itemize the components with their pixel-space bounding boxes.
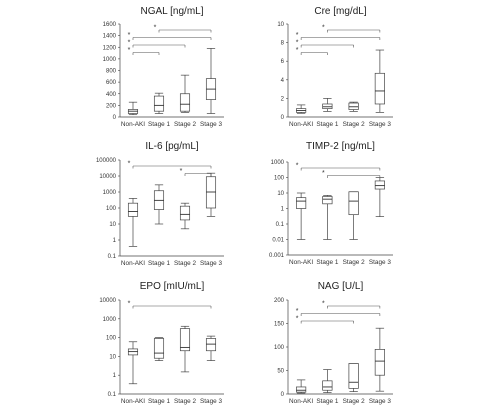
significance-marker: * — [153, 24, 157, 32]
y-tick-label: 0 — [280, 392, 284, 398]
y-tick-label: 10000 — [99, 298, 116, 304]
x-category-label: Stage 2 — [342, 121, 365, 128]
y-tick-label: 1 — [280, 206, 284, 213]
box-1 — [128, 102, 137, 114]
box-iqr — [154, 96, 163, 111]
significance-marker: * — [127, 39, 131, 47]
x-category-label: Stage 2 — [173, 121, 197, 128]
box-3 — [349, 192, 358, 240]
box-iqr — [206, 338, 215, 350]
significance-bracket — [296, 316, 354, 324]
x-category-label: Stage 3 — [199, 260, 223, 267]
box-1 — [296, 193, 305, 240]
box-iqr — [375, 349, 384, 375]
box-4 — [206, 336, 215, 360]
y-tick-label: 1 — [112, 373, 116, 380]
x-category-label: Stage 3 — [199, 121, 223, 128]
y-tick-label: 1400 — [102, 33, 116, 40]
significance-marker: * — [322, 170, 325, 177]
box-4 — [375, 178, 384, 217]
significance-marker: * — [127, 160, 131, 168]
y-tick-label: 1000 — [102, 190, 116, 196]
chart-panel-1 — [103, 6, 224, 128]
significance-bracket — [322, 170, 380, 178]
y-tick-label: 8 — [280, 40, 284, 47]
significance-marker: * — [295, 162, 299, 170]
box-iqr — [323, 381, 332, 390]
box-1 — [296, 105, 305, 113]
y-tick-label: 100000 — [95, 158, 116, 164]
y-tick-label: 100 — [105, 335, 116, 342]
box-3 — [180, 326, 189, 372]
chart-title: NAG [U/L] — [317, 281, 364, 292]
x-category-label: Stage 3 — [199, 398, 223, 405]
box-1 — [128, 342, 137, 384]
y-tick-label: 2 — [280, 96, 284, 103]
box-3 — [349, 102, 358, 111]
y-tick-label: 10 — [277, 22, 284, 28]
box-iqr — [349, 192, 358, 215]
significance-marker: * — [295, 308, 299, 315]
y-tick-label: 10 — [109, 222, 116, 228]
y-tick-label: 100 — [273, 345, 284, 351]
y-tick-label: 1 — [112, 238, 116, 244]
y-tick-label: 10 — [109, 354, 116, 361]
chart-title: TIMP-2 [ng/mL] — [306, 141, 375, 152]
x-category-label: Stage 3 — [368, 398, 391, 405]
box-2 — [154, 93, 163, 113]
box-iqr — [180, 94, 189, 111]
box-4 — [206, 173, 215, 216]
y-tick-label: 200 — [105, 103, 116, 110]
chart-title: Cre [mg/dL] — [314, 6, 367, 17]
y-tick-label: 1000 — [102, 56, 116, 63]
significance-marker: * — [179, 168, 183, 175]
chart-panel-3 — [96, 141, 224, 267]
significance-bracket — [128, 161, 211, 169]
box-2 — [323, 98, 332, 111]
y-tick-label: 0.1 — [107, 392, 116, 398]
box-iqr — [349, 103, 358, 110]
significance-marker: * — [127, 300, 131, 308]
y-tick-label: 0.001 — [268, 253, 284, 259]
x-category-label: Stage 1 — [316, 259, 339, 266]
significance-bracket — [128, 32, 211, 40]
box-4 — [375, 328, 384, 391]
x-category-label: Stage 3 — [368, 121, 391, 128]
box-3 — [180, 203, 189, 229]
significance-marker: * — [295, 39, 299, 47]
significance-bracket — [180, 168, 211, 176]
y-tick-label: 1000 — [102, 316, 116, 323]
box-2 — [323, 370, 332, 393]
y-tick-label: 1600 — [102, 22, 116, 28]
chart-title: EPO [mIU/mL] — [139, 281, 205, 292]
box-1 — [128, 198, 137, 246]
box-iqr — [154, 338, 163, 358]
box-iqr — [375, 73, 384, 104]
significance-bracket — [296, 163, 380, 171]
x-category-label: Stage 1 — [316, 398, 339, 405]
significance-marker: * — [295, 315, 299, 323]
y-tick-label: 0.01 — [272, 237, 284, 244]
significance-marker: * — [295, 47, 299, 54]
significance-marker: * — [322, 300, 325, 308]
box-3 — [180, 75, 189, 112]
y-tick-label: 10 — [277, 191, 284, 197]
y-tick-label: 0.1 — [107, 254, 116, 260]
box-iqr — [128, 203, 137, 216]
x-category-label: Stage 2 — [173, 260, 197, 267]
significance-bracket — [154, 25, 211, 33]
box-3 — [349, 363, 358, 391]
chart-title: NGAL [ng/mL] — [140, 6, 204, 17]
chart-panel-4 — [269, 141, 393, 266]
y-tick-label: 0 — [112, 115, 116, 121]
box-iqr — [323, 104, 332, 109]
y-tick-label: 10000 — [99, 174, 116, 180]
box-iqr — [349, 363, 358, 388]
box-4 — [206, 48, 215, 113]
y-tick-label: 100 — [273, 175, 284, 182]
x-category-label: Non-AKI — [289, 121, 314, 128]
significance-bracket — [296, 308, 380, 316]
x-category-label: Stage 1 — [147, 398, 171, 405]
significance-marker: * — [127, 32, 131, 39]
significance-marker: * — [127, 47, 131, 54]
y-tick-label: 50 — [277, 368, 284, 375]
significance-bracket — [296, 40, 354, 48]
x-category-label: Stage 1 — [147, 121, 171, 128]
x-category-label: Stage 1 — [316, 121, 339, 128]
y-tick-label: 0.1 — [275, 222, 284, 228]
x-category-label: Non-AKI — [120, 260, 146, 267]
x-category-label: Stage 1 — [147, 260, 171, 267]
y-tick-label: 600 — [105, 80, 116, 87]
box-2 — [154, 338, 163, 361]
y-tick-label: 200 — [273, 298, 284, 304]
chart-title: IL-6 [pg/mL] — [145, 141, 199, 152]
box-iqr — [180, 206, 189, 220]
x-category-label: Stage 3 — [368, 259, 391, 266]
significance-bracket — [128, 301, 211, 309]
y-tick-label: 100 — [105, 206, 116, 212]
x-category-label: Non-AKI — [289, 259, 314, 266]
significance-bracket — [296, 32, 380, 40]
y-tick-label: 4 — [280, 77, 284, 84]
y-tick-label: 0 — [280, 115, 284, 121]
y-tick-label: 6 — [280, 59, 284, 66]
y-tick-label: 400 — [105, 91, 116, 98]
significance-bracket — [322, 301, 380, 309]
y-tick-label: 150 — [273, 321, 284, 328]
significance-bracket — [128, 40, 185, 48]
significance-marker: * — [295, 32, 299, 39]
x-category-label: Non-AKI — [120, 398, 146, 405]
significance-bracket — [322, 25, 380, 33]
x-category-label: Non-AKI — [289, 398, 314, 405]
box-iqr — [323, 196, 332, 203]
y-tick-label: 800 — [105, 68, 116, 75]
x-category-label: Stage 2 — [342, 398, 365, 405]
y-tick-label: 1000 — [270, 160, 284, 166]
box-4 — [375, 50, 384, 112]
x-category-label: Stage 2 — [342, 259, 365, 266]
box-1 — [296, 380, 305, 393]
significance-marker: * — [322, 24, 325, 32]
box-2 — [323, 195, 332, 239]
chart-panel-6 — [274, 281, 393, 405]
y-tick-label: 1200 — [102, 45, 116, 52]
significance-bracket — [128, 47, 159, 55]
box-2 — [154, 185, 163, 224]
box-iqr — [296, 387, 305, 392]
box-iqr — [296, 198, 305, 209]
box-iqr — [375, 181, 384, 189]
x-category-label: Non-AKI — [120, 121, 146, 128]
chart-panel-2 — [277, 6, 393, 128]
chart-panel-5 — [99, 281, 224, 405]
significance-bracket — [296, 47, 328, 55]
x-category-label: Stage 2 — [173, 398, 197, 405]
